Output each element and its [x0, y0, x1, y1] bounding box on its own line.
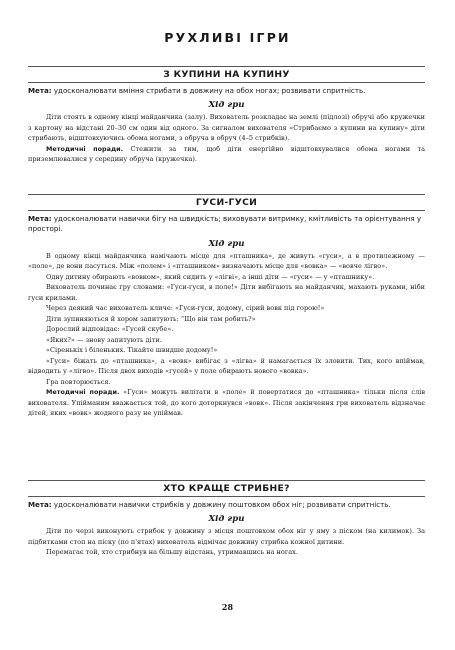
game-paragraph: «Яких?» — знову запитують діти.: [46, 335, 162, 344]
goal-text: удосконалювати навички стрибків у довжину поштовхом обох ніг; розвивати спритність.: [51, 500, 391, 509]
game-paragraph: Діти стоять в одному кінці майданчика (залу). Вихователь розкладає на землі (підлозі) обручі або кружечки з картону на відстані 20–30 см один від одного. За сигналом вихователя «Стрибаємо з купини на купину» діти стрибають, відштовхуючись обома ногами, з обруча в обруч (4–5 стрибків).: [28, 113, 425, 143]
game-title-bar: [28, 480, 425, 497]
game-section-kupyna: [28, 66, 425, 165]
game-title: ГУСИ-ГУСИ: [195, 197, 258, 208]
game-paragraph: «Гуси» біжать до «пташника», а «вовк» вибігає з «лігва» й намагається їх зловити. Тих, кого впіймав, відводить у «лігво». Після двох виходів «гусей» у поле обирають нового «вовка».: [28, 356, 425, 376]
goal-text: удосконалювати навички бігу на швидкість; виховувати витримку, кмітливість та орієнтування у просторі.: [28, 214, 422, 234]
game-title: ХТО КРАЩЕ СТРИБНЕ?: [163, 483, 290, 494]
goal-label: Мета:: [28, 214, 52, 223]
game-paragraph: Дорослий відповідає: «Гусей скубе».: [46, 325, 174, 334]
game-progress-heading: Хід гри: [208, 100, 245, 111]
game-progress-heading: Хід гри: [208, 238, 245, 249]
goal-text: удосконалювати вміння стрибати в довжину на обох ногах; розвивати спритність.: [51, 86, 366, 95]
method-text: Стежити за тим, щоб діти енергійно відштовхувалися обома ногами та приземлювалися у середину обруча (кружечка).: [28, 144, 425, 164]
page-number: 28: [221, 602, 234, 612]
method-advice: [28, 144, 425, 165]
game-section-strybne: [28, 480, 425, 558]
game-title-bar: [28, 66, 425, 83]
game-goal: [28, 86, 425, 96]
method-advice: [28, 387, 425, 419]
goal-label: Мета:: [28, 500, 52, 509]
method-label: Методичні поради.: [46, 144, 124, 153]
game-paragraph: Через деякий час вихователь кличе: «Гуси-гуси, додому, сірий вовк під горою!»: [46, 304, 325, 313]
game-section-husy: [28, 194, 425, 419]
method-text: «Гуси» можуть вилітати в «поле» й повертатися до «пташника» тільки після слів вихователя. Упійманим вважається той, до кого доторкнувся «вовк». Після закінчення гри вихователь відзначає дітей, яких «вовк» жодного разу не упіймав.: [28, 388, 426, 418]
method-label: Методичні поради.: [46, 388, 120, 397]
game-goal: [28, 500, 425, 510]
game-title: З КУПИНИ НА КУПИНУ: [163, 69, 290, 80]
page-heading: РУХЛИВІ ІГРИ: [164, 30, 291, 45]
game-paragraph: Діти по черзі виконують стрибок у довжину з місця поштовхом обох ніг у яму з піском (на килимок). За підбитками стоп на піску (по п'ятах) вихователь відмічає довжину стрибка кожної дитини.: [28, 527, 425, 546]
game-paragraph: Діти зупиняються й хором запитують: “Що він там робить?»: [46, 314, 256, 323]
game-title-bar: [28, 194, 425, 211]
game-progress-heading: Хід гри: [208, 514, 245, 525]
game-paragraph: «Сіренькіх і біленьких. Тікайте швидше додому!»: [46, 346, 218, 355]
goal-label: Мета:: [28, 86, 52, 95]
game-paragraph: Гра повторюється.: [46, 377, 111, 386]
game-paragraph: В одному кінці майданчика намічають місце для «пташника», де живуть «гуси», а в протилежному — «поле», де вони пасуться. Між «полем» і «пташником» визначають місце для «вовка» — «вовче лігво».: [28, 251, 425, 271]
game-paragraph: Перемагає той, хто стрибнув на більшу відстань, утримавшись на ногах.: [46, 548, 298, 557]
game-paragraph: Вихователь починає гру словами: «Гуси-гуси, в поле!» Діти вибігають на майданчик, махають руками, ніби гуси крилами.: [28, 283, 425, 302]
game-goal: [28, 214, 425, 235]
game-paragraph: Одну дитину обирають «вовком», який сидить у «лігві», а інші діти — «гуси» — у «пташнику».: [46, 272, 375, 281]
